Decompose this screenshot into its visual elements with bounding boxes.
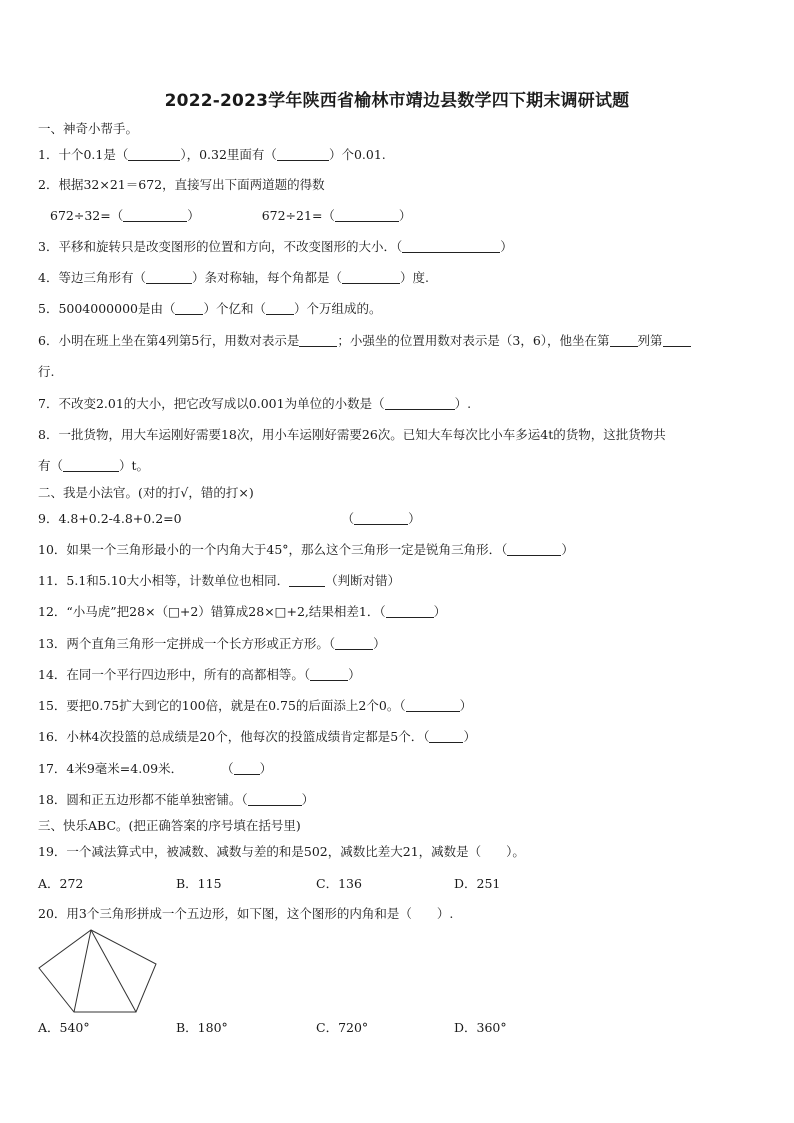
question-7: 7．不改变2.01的大小，把它改写成以0.001为单位的小数是（ ）. <box>38 396 472 411</box>
answer-blank[interactable] <box>610 334 638 347</box>
answer-blank[interactable] <box>128 148 180 161</box>
answer-blank[interactable] <box>266 302 294 315</box>
section-1-heading: 一、神奇小帮手。 <box>38 121 139 136</box>
question-11: 11．5.1和5.10大小相等，计数单位也相同． （判断对错） <box>38 573 401 588</box>
question-15: 15．要把0.75扩大到它的100倍，就是在0.75的后面添上2个0。（ ） <box>38 698 473 713</box>
page-title: 2022-2023学年陕西省榆林市靖边县数学四下期末调研试题 <box>164 91 630 111</box>
answer-blank[interactable] <box>310 668 348 681</box>
q19-option-c[interactable]: C．136 <box>316 876 362 891</box>
question-4: 4．等边三角形有（ ）条对称轴，每个角都是（ ）度. <box>38 270 429 285</box>
question-12: 12．“小马虎”把28×（□+2）错算成28×□+2,结果相差1．（ ） <box>38 604 447 619</box>
q20-option-a[interactable]: A．540° <box>38 1020 90 1035</box>
q19-option-a[interactable]: A．272 <box>38 876 84 891</box>
question-6: 6．小明在班上坐在第4列第5行，用数对表示是 ；小强坐的位置用数对表示是（3，6），他坐在第 列第 <box>38 332 760 350</box>
question-10: 10．如果一个三角形最小的一个内角大于45°，那么这个三角形一定是锐角三角形．（ ） <box>38 542 574 557</box>
question-13: 13．两个直角三角形一定拼成一个长方形或正方形。（ ） <box>38 636 386 651</box>
answer-blank[interactable] <box>146 271 192 284</box>
answer-blank[interactable] <box>234 762 260 775</box>
answer-blank[interactable] <box>406 699 460 712</box>
answer-blank[interactable] <box>248 793 302 806</box>
answer-blank[interactable] <box>63 459 119 472</box>
question-16: 16．小林4次投篮的总成绩是20个，他每次的投篮成绩肯定都是5个．（ ） <box>38 729 476 744</box>
question-9: 9．4.8+0.2-4.8+0.2=0 （ ） <box>38 511 421 526</box>
question-2: 2．根据32×21＝672，直接写出下面两道题的得数 <box>38 177 325 192</box>
question-14: 14．在同一个平行四边形中，所有的高都相等。（ ） <box>38 667 361 682</box>
question-19: 19．一个减法算式中，被减数、减数与差的和是502，减数比差大21，减数是（ ）。 <box>38 844 525 859</box>
q19-option-b[interactable]: B．115 <box>176 876 222 891</box>
answer-blank[interactable] <box>507 543 561 556</box>
answer-blank[interactable] <box>429 730 463 743</box>
section-2-heading: 二、我是小法官。(对的打√，错的打×) <box>38 485 254 500</box>
answer-blank[interactable] <box>335 209 399 222</box>
question-6-continued: 行. <box>38 364 55 379</box>
question-3: 3．平移和旋转只是改变图形的位置和方向，不改变图形的大小．（ ） <box>38 239 513 254</box>
answer-blank[interactable] <box>175 302 203 315</box>
q20-option-b[interactable]: B．180° <box>176 1020 228 1035</box>
q20-option-c[interactable]: C．720° <box>316 1020 369 1035</box>
pentagon-figure <box>36 926 160 1016</box>
answer-blank[interactable] <box>277 148 329 161</box>
q19-option-d[interactable]: D．251 <box>454 876 501 891</box>
answer-blank[interactable] <box>335 637 373 650</box>
answer-blank[interactable] <box>289 574 325 587</box>
section-3-heading: 三、快乐ABC。(把正确答案的序号填在括号里) <box>38 818 301 833</box>
answer-blank[interactable] <box>354 512 408 525</box>
answer-blank[interactable] <box>123 209 187 222</box>
question-18: 18．圆和正五边形都不能单独密铺。（ ） <box>38 792 315 807</box>
question-2-expressions: 672÷32=（ ） 672÷21=（ ） <box>50 208 412 223</box>
question-17: 17．4米9毫米=4.09米． （ ） <box>38 761 273 776</box>
answer-blank[interactable] <box>402 240 500 253</box>
answer-blank[interactable] <box>299 334 337 347</box>
question-1: 1．十个0.1是（ ），0.32里面有（ ）个0.01. <box>38 147 386 162</box>
diagonal-line <box>74 930 91 1012</box>
question-20: 20．用3个三角形拼成一个五边形，如下图，这个图形的内角和是（ ）. <box>38 906 454 921</box>
answer-blank[interactable] <box>386 605 434 618</box>
question-5: 5．5004000000是由（ ）个亿和（ ）个万组成的。 <box>38 301 382 316</box>
answer-blank[interactable] <box>385 397 455 410</box>
answer-blank[interactable] <box>342 271 400 284</box>
answer-blank[interactable] <box>663 334 691 347</box>
q20-option-d[interactable]: D．360° <box>454 1020 507 1035</box>
question-8: 8．一批货物，用大车运刚好需要18次，用小车运刚好需要26次。已知大车每次比小车多运4t的货物，这批货物共 <box>38 427 666 442</box>
question-8-continued: 有（ ）t。 <box>38 458 150 473</box>
